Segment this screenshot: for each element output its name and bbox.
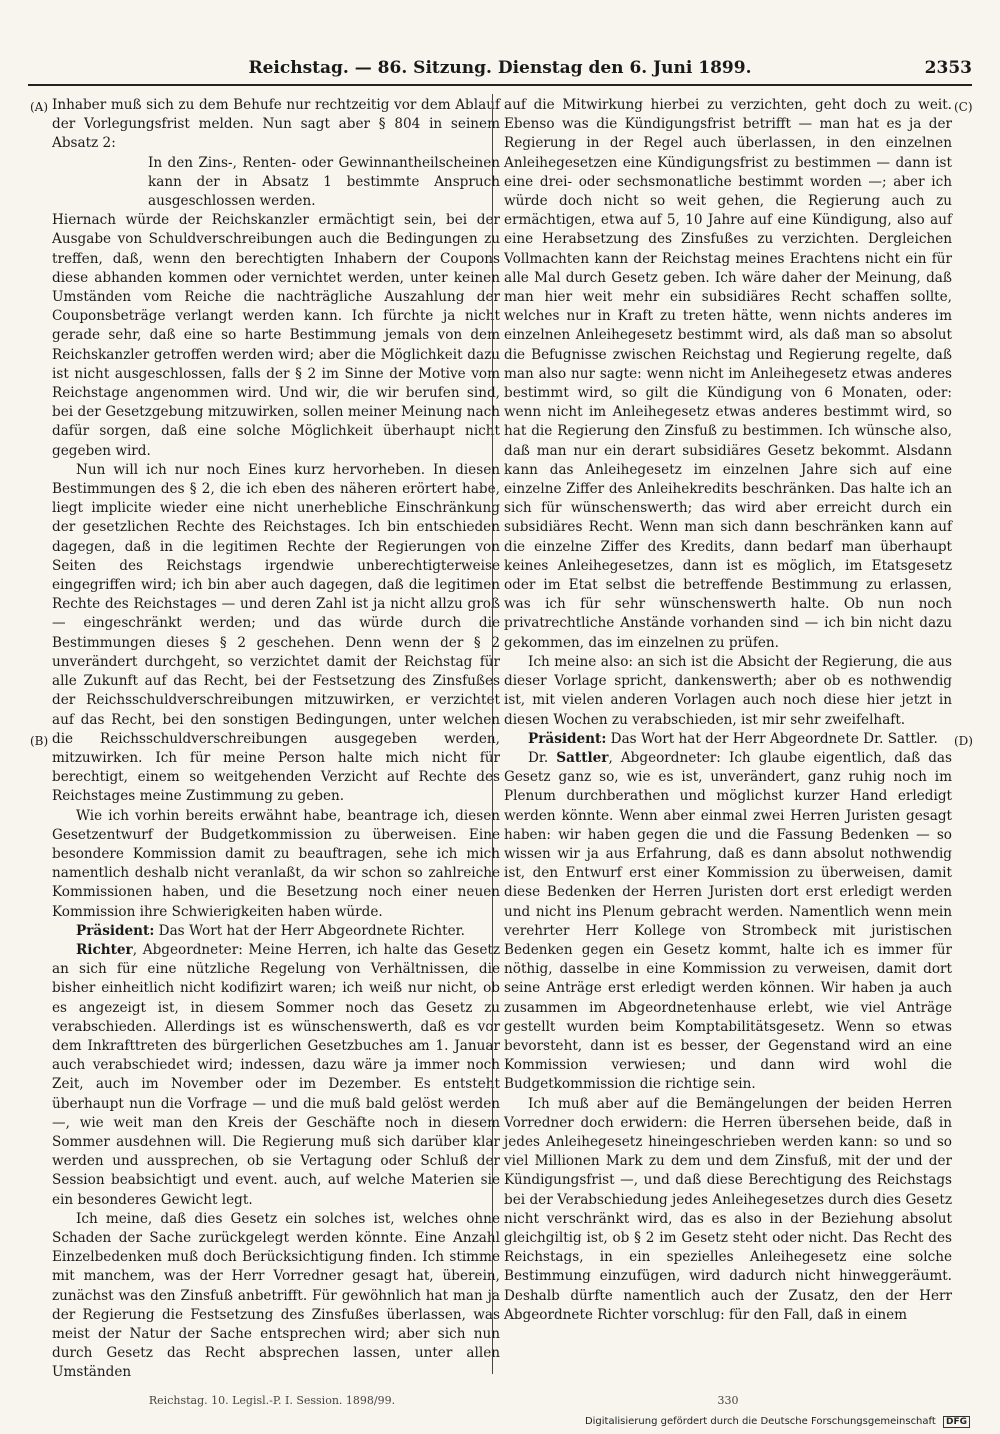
signature-line-right: 330 — [717, 1394, 739, 1407]
digitization-credit — [585, 1416, 970, 1428]
paragraph: Ich meine, daß dies Gesetz ein solches ist, welches ohne Schaden der Sache zurückgelegt werden könnte. Eine Anzahl Einzelbedenken muß doch Berücksichtigung finden. Ich stimme mit manchem, was der Herr Vorredner gesagt hat, überein, zunächst was den Zinsfuß anbetrifft. Für gewöhnlich hat man ja der Regierung die Festsetzung des Zinsfußes überlassen, was meist der Natur der Sache entsprechen wird; aber sich nun durch Gesetz das Recht absprechen lassen, unter allen Umständen — [52, 1210, 500, 1381]
speaker-name: Präsident: — [528, 730, 607, 747]
speech-text: , Abgeordneter: Ich glaube eigentlich, daß das Gesetz ganz so, wie es ist, unverändert, ganz ruhig noch im Plenum durchberathen und möglichst kurzer Hand erledigt werden könnte. Wenn aber einmal zwei Herren Juristen gesagt haben: wir haben gegen die und die Fassung Bedenken — so wissen wir ja aus Erfahrung, daß es dann absolut nothwendig ist, den Entwurf erst einer Kommission zu überweisen, damit diese Bedenken der Herren Juristen dort erst erledigt werden und nicht ins Plenum gebracht werden. Namentlich wenn mein verehrter Herr Kollege von Strombeck mit juristischen Bedenken gegen ein Gesetz kommt, halte ich es immer für nöthig, dasselbe in eine Kommission zu verweisen, damit dort seine Anträge erst erledigt werden können. Wir haben ja auch zusammen im Abgeordnetenhause erlebt, wie viel Anträge gestellt wurden beim Komptabilitätsgesetz. Wenn so etwas bevorsteht, dann ist es besser, der Gegenstand wird an eine Kommission verwiesen; und dann wird wohl die Budgetkommission die richtige sein. — [504, 749, 953, 1093]
speech-text: Das Wort hat der Herr Abgeordnete Dr. Sattler. — [606, 730, 938, 747]
margin-mark-d: (D) — [954, 734, 973, 748]
paragraph: auf die Mitwirkung hierbei zu verzichten, geht doch zu weit. Ebenso was die Kündigungsfrist betrifft — man hat es ja der Regierung in der Regel auch überlassen, in den einzelnen Anleihegesetzen eine Kündigungsfrist zu bestimmen — dann ist eine drei- oder sechsmonatliche bestimmt worden —; aber ich würde doch nicht so weit gehen, die Regierung auch zu ermächtigen, etwa auf 5, 10 Jahre auf eine Kündigung, also auf eine Herabsetzung des Zinsfußes zu verzichten. Dergleichen Vollmachten kann der Reichstag meines Erachtens nicht ein für alle Mal durch Gesetz geben. Ich wäre daher der Meinung, daß man hier weit mehr ein subsidiäres Recht schaffen sollte, welches nur in Kraft zu treten hätte, wenn nichts anderes im einzelnen Anleihegesetz bestimmt wird, als daß man so absolut die Befugnisse zwischen Reichstag und Regierung regelte, daß man also nur sagte: wenn nicht im Anleihegesetz etwas anderes bestimmt wird, so gilt die Kündigung von 6 Monaten, oder: wenn nicht im Anleihegesetz etwas anderes bestimmt wird, so hat die Regierung den Zinsfuß zu bestimmen. Ich wünsche also, daß man nur ein derart subsidiäres Gesetz bekommt. Alsdann kann das Anleihegesetz im einzelnen Jahre sich auf eine einzelne Ziffer des Anleihekredits beschränken. Das halte ich an sich für wünschenswerth; das wird aber erreicht durch ein subsidiäres Recht. Wenn man sich dann beschränken kann auf die einzelne Ziffer des Kredits, dann bedarf man überhaupt keines Anleihegesetzes, dann ist es möglich, im Etatsgesetz oder im Etat selbst die betreffende Bestimmung zu erlassen, was ich für sehr wünschenswerth halte. Ob nun noch privatrechtliche Anstände vorhanden sind — ich bin nicht dazu gekommen, das im einzelnen zu prüfen. — [504, 97, 952, 651]
paragraph: Inhaber muß sich zu dem Behufe nur rechtzeitig vor dem Ablauf der Vorlegungsfrist melden. Nun sagt aber § 804 in seinem Absatz 2: — [52, 97, 500, 152]
left-column — [52, 96, 500, 1383]
quoted-statute: In den Zins-, Renten- oder Gewinnantheilscheinen kann der in Absatz 1 bestimmte Anspruch ausgeschlossen werden. — [148, 154, 500, 210]
paragraph: Hiernach würde der Reichskanzler ermächtigt sein, bei der Ausgabe von Schuldverschreibungen auch die Bedingungen zu treffen, daß, wenn den berechtigten Inhabern der Coupons diese abhanden kommen oder vernichtet werden, unter keinen Umständen vom Reiche die nachträgliche Auszahlung der Couponsbeträge verlangt werden kann. Ich fürchte ja nicht gerade sehr, daß eine so harte Bestimmung jemals von dem Reichskanzler getroffen werden wird; aber die Möglichkeit dazu ist nicht ausgeschlossen, falls der § 2 im Sinne der Motive vom Reichstage angenommen wird. Und wir, die wir berufen sind, bei der Gesetzgebung mitzuwirken, sollen meiner Meinung nach dafür sorgen, daß eine solche Möglichkeit überhaupt nicht gegeben wird. — [52, 212, 500, 459]
margin-mark-b: (B) — [30, 734, 49, 748]
speaker-name: Sattler — [556, 749, 609, 766]
speaker-paragraph — [504, 749, 952, 1095]
speech-text: Das Wort hat der Herr Abgeordnete Richter. — [154, 922, 465, 939]
margin-mark-a: (A) — [30, 100, 49, 114]
speaker-name: Präsident: — [76, 922, 155, 939]
header-rule — [28, 84, 972, 86]
page-number: 2353 — [924, 58, 972, 78]
paragraph: Nun will ich nur noch Eines kurz hervorheben. In diesen Bestimmungen des § 2, die ich eben des näheren erörtert habe, liegt implicite wieder eine nicht unerhebliche Einschränkung der gesetzlichen Rechte des Reichstages. Ich bin entschieden dagegen, daß in die legitimen Rechte der Regierungen von Seiten des Reichstags irgendwie unberechtigterweise eingegriffen wird; ich bin aber auch dagegen, daß die legitimen Rechte des Reichstages — und deren Zahl ist ja nicht allzu groß — eingeschränkt werden; und das würde durch die Bestimmungen dieses § 2 geschehen. Denn wenn der § 2 unverändert durchgeht, so verzichtet damit der Reichstag für alle Zukunft auf das Recht, bei der Festsetzung des Zinsfußes der Reichsschuldverschreibungen mitzuwirken, er verzichtet auf das Recht, bei den sonstigen Bedingungen, unter welchen die Reichsschuldverschreibungen ausgegeben werden, mitzuwirken. Ich für meine Person halte mich nicht für berechtigt, einem so weitgehenden Verzicht auf Rechte des Reichstages meine Zustimmung zu geben. — [52, 461, 500, 805]
paragraph: Ich meine also: an sich ist die Absicht der Regierung, die aus dieser Vorlage spricht, dankenswerth; aber ob es nothwendig ist, mit vielen anderen Vorlagen auch noch diese hier jetzt in diesen Wochen zu verabschieden, ist mir sehr zweifelhaft. — [504, 653, 952, 728]
speaker-paragraph — [52, 941, 500, 1210]
speaker-name: Richter — [76, 941, 133, 958]
right-column — [504, 96, 952, 1325]
column-divider — [492, 94, 493, 1374]
signature-line-left: Reichstag. 10. Legisl.-P. I. Session. 1898/99. — [148, 1394, 396, 1407]
dfg-logo-icon: DFG — [943, 1416, 970, 1428]
credit-text: Digitalisierung gefördert durch die Deutsche Forschungsgemeinschaft — [584, 1416, 936, 1427]
running-title: Reichstag. — 86. Sitzung. Dienstag den 6. Juni 1899. — [248, 58, 752, 78]
margin-mark-c: (C) — [954, 100, 973, 114]
speaker-paragraph — [52, 922, 500, 941]
paragraph: Wie ich vorhin bereits erwähnt habe, beantrage ich, diesen Gesetzentwurf der Budgetkommission zu überweisen. Eine besondere Kommission damit zu beauftragen, sehe ich mich namentlich deshalb nicht veranlaßt, da wir schon so zahlreiche Kommissionen haben, und die Besetzung noch einer neuen Kommission ihre Schwierigkeiten haben würde. — [52, 807, 500, 920]
speech-text: , Abgeordneter: Meine Herren, ich halte das Gesetz an sich für eine nützliche Regelung von Verhältnissen, die bisher einheitlich nicht kodifizirt waren; ich weiß nur nicht, ob es angezeigt ist, in diesem Sommer noch das Gesetz zu verabschieden. Allerdings ist es wünschenswerth, daß es vor dem Inkrafttreten des bürgerlichen Gesetzbuches am 1. Januar auch verabschiedet wird; indessen, dazu wäre ja immer noch Zeit, auch im November oder im Dezember. Es entsteht überhaupt nun die Vorfrage — und die muß bald gelöst werden —, wie weit man den Kreis der Geschäfte noch in diesem Sommer ausdehnen will. Die Regierung muß sich darüber klar werden und aussprechen, ob sie Vertagung oder Schluß der Session beabsichtigt und event. auch, auf welche Materien sie ein besonderes Gewicht legt. — [52, 941, 500, 1208]
paragraph: Ich muß aber auf die Bemängelungen der beiden Herren Vorredner doch erwidern: die Herren übersehen beide, daß in jedes Anleihegesetz hineingeschrieben werden kann: so und so viel Millionen Mark zu dem und dem Zinsfuß, mit der und der Kündigungsfrist —, und daß diese Berechtigung des Reichstags bei der Verabschiedung jedes Anleihegesetzes durch dies Gesetz nicht verschränkt wird, das es also in der Beziehung absolut gleichgiltig ist, ob § 2 im Gesetz steht oder nicht. Das Recht des Reichstags, in ein spezielles Anleihegesetz eine solche Bestimmung einzufügen, wird dadurch nicht hinweggeräumt. Deshalb dürfte namentlich auch der Zusatz, den der Herr Abgeordnete Richter vorschlug: für den Fall, daß in einem — [504, 1095, 952, 1323]
page-header — [28, 58, 972, 86]
speaker-title: Dr. — [528, 749, 557, 766]
speaker-paragraph — [504, 730, 952, 749]
